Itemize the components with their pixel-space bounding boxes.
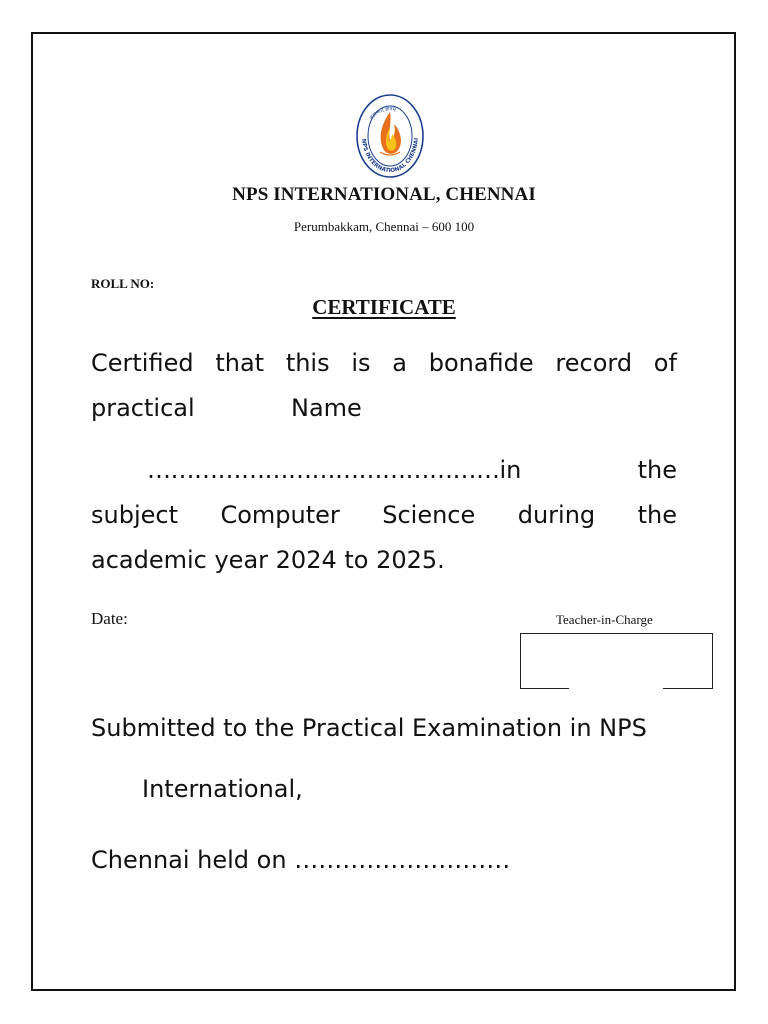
word: is: [351, 349, 371, 377]
certificate-title: CERTIFICATE: [312, 295, 456, 319]
word: in: [499, 456, 522, 484]
word: bonafide: [428, 349, 534, 377]
name-blank-dots: ………………………………………: [147, 456, 500, 484]
teacher-in-charge-label: Teacher-in-Charge: [556, 612, 653, 627]
roll-no-label: ROLL NO:: [91, 276, 155, 291]
signature-box-gap: [569, 687, 663, 689]
word: that: [215, 349, 265, 377]
paragraph-line-4: [91, 493, 677, 538]
word: this: [285, 349, 330, 377]
signature-box: [520, 633, 713, 689]
word: during: [517, 501, 596, 529]
svg-text:अज्ञानात् ज्ञानम्: [368, 106, 397, 121]
word: the: [637, 456, 677, 484]
paragraph-line-5: academic year 2024 to 2025.: [91, 546, 445, 574]
name-label: Name: [291, 394, 362, 422]
held-on-line: Chennai held on ………………………: [91, 846, 511, 874]
word: of: [653, 349, 677, 377]
international-line: International,: [142, 775, 303, 803]
word: subject: [91, 501, 178, 529]
school-logo: [350, 92, 430, 180]
word: Computer: [220, 501, 340, 529]
paragraph-line-3: [91, 448, 677, 493]
certificate-paragraph: [91, 341, 677, 386]
school-address: Perumbakkam, Chennai – 600 100: [293, 219, 475, 234]
paragraph-line-2: [91, 386, 362, 431]
school-name: NPS INTERNATIONAL, CHENNAI: [232, 184, 536, 205]
flame-emblem-icon: [350, 92, 430, 180]
date-label: Date:: [91, 609, 128, 628]
word: record: [555, 349, 633, 377]
logo-motto-text: अज्ञानात् ज्ञानम्: [368, 106, 397, 122]
paragraph-line-1: [91, 341, 677, 386]
submitted-line: Submitted to the Practical Examination in NPS: [91, 714, 647, 742]
logo-ring-text: NPS INTERNATIONAL CHENNAI: [360, 137, 420, 175]
word: Certified: [91, 349, 194, 377]
word: the: [637, 501, 677, 529]
practical-word: practical: [91, 394, 195, 422]
word: a: [392, 349, 407, 377]
word: Science: [382, 501, 476, 529]
certificate-paragraph-continued: [91, 448, 677, 583]
